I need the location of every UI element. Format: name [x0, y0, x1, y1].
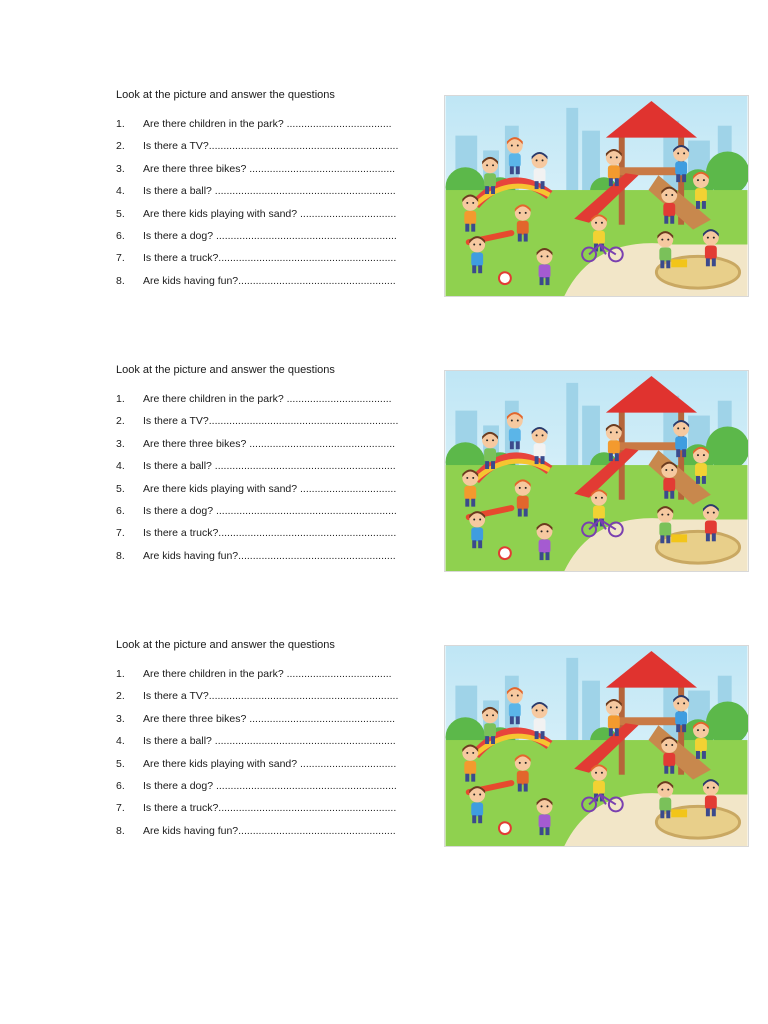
question-text: Is there a ball? .............................................................. — [143, 735, 396, 748]
question-2 — [116, 139, 436, 161]
question-list — [116, 117, 436, 296]
question-6 — [116, 779, 436, 801]
playground-illustration — [444, 95, 749, 297]
question-number: 7. — [116, 527, 125, 540]
question-1 — [116, 117, 436, 139]
question-1 — [116, 392, 436, 414]
question-number: 1. — [116, 668, 125, 680]
question-text: Are kids having fun?...................................................... — [143, 824, 396, 837]
question-text: Are kids having fun?...................................................... — [143, 549, 396, 562]
worksheet-heading: Look at the picture and answer the questions — [116, 89, 335, 101]
question-6 — [116, 229, 436, 251]
question-text: Are there three bikes? .................................................. — [143, 712, 396, 725]
question-7 — [116, 526, 436, 548]
question-list — [116, 392, 436, 571]
question-number: 6. — [116, 229, 125, 242]
question-text: Are there children in the park? .................................... — [143, 118, 392, 130]
soccer-ball — [499, 272, 511, 284]
question-number: 6. — [116, 779, 125, 792]
question-number: 5. — [116, 482, 125, 495]
soccer-ball — [499, 822, 511, 834]
question-number: 8. — [116, 274, 125, 287]
question-8 — [116, 274, 436, 296]
question-6 — [116, 504, 436, 526]
question-number: 2. — [116, 690, 125, 703]
question-text: Is there a dog? .............................................................. — [143, 504, 397, 517]
question-1 — [116, 667, 436, 689]
question-text: Is there a dog? .............................................................. — [143, 779, 397, 792]
question-number: 2. — [116, 415, 125, 428]
question-text: Are there children in the park? .................................... — [143, 668, 392, 680]
question-3 — [116, 712, 436, 734]
question-2 — [116, 414, 436, 436]
question-number: 1. — [116, 393, 125, 405]
playground-scene — [445, 646, 748, 846]
playground-illustration — [444, 645, 749, 847]
question-list — [116, 667, 436, 846]
question-7 — [116, 801, 436, 823]
question-text: Are there three bikes? .................................................. — [143, 162, 396, 175]
question-number: 4. — [116, 460, 125, 473]
question-number: 6. — [116, 504, 125, 517]
question-text: Are there three bikes? .................................................. — [143, 437, 396, 450]
soccer-ball — [499, 547, 511, 559]
question-text: Is there a truck?............................................................. — [143, 802, 397, 815]
playground-scene — [445, 96, 748, 296]
playground-illustration — [444, 370, 749, 572]
question-3 — [116, 162, 436, 184]
question-text: Is there a truck?............................................................. — [143, 527, 397, 540]
question-number: 8. — [116, 549, 125, 562]
worksheet-heading: Look at the picture and answer the questions — [116, 639, 335, 651]
question-text: Is there a TV?................................................................. — [143, 415, 399, 428]
question-5 — [116, 482, 436, 504]
question-number: 5. — [116, 757, 125, 770]
question-number: 4. — [116, 185, 125, 198]
worksheet-1 — [0, 89, 768, 300]
question-number: 4. — [116, 735, 125, 748]
question-8 — [116, 824, 436, 846]
question-7 — [116, 251, 436, 273]
toy-truck — [671, 809, 687, 817]
question-text: Is there a ball? .............................................................. — [143, 460, 396, 473]
worksheet-2 — [0, 364, 768, 575]
question-text: Is there a TV?................................................................. — [143, 690, 399, 703]
question-8 — [116, 549, 436, 571]
question-4 — [116, 734, 436, 756]
question-4 — [116, 184, 436, 206]
question-text: Are there kids playing with sand? ................................. — [143, 207, 397, 220]
question-number: 3. — [116, 162, 125, 175]
question-3 — [116, 437, 436, 459]
question-text: Are kids having fun?...................................................... — [143, 274, 396, 287]
question-number: 1. — [116, 118, 125, 130]
question-text: Are there kids playing with sand? ................................. — [143, 757, 397, 770]
question-number: 8. — [116, 824, 125, 837]
question-text: Is there a dog? .............................................................. — [143, 229, 397, 242]
toy-truck — [671, 534, 687, 542]
question-2 — [116, 689, 436, 711]
question-number: 2. — [116, 140, 125, 153]
question-text: Are there children in the park? .................................... — [143, 393, 392, 405]
question-number: 5. — [116, 207, 125, 220]
question-number: 7. — [116, 252, 125, 265]
toy-truck — [671, 259, 687, 267]
question-5 — [116, 207, 436, 229]
question-4 — [116, 459, 436, 481]
playground-scene — [445, 371, 748, 571]
question-text: Are there kids playing with sand? ................................. — [143, 482, 397, 495]
question-text: Is there a TV?................................................................. — [143, 140, 399, 153]
question-text: Is there a truck?............................................................. — [143, 252, 397, 265]
question-number: 3. — [116, 712, 125, 725]
question-text: Is there a ball? .............................................................. — [143, 185, 396, 198]
question-number: 7. — [116, 802, 125, 815]
worksheet-3 — [0, 639, 768, 850]
question-5 — [116, 757, 436, 779]
question-number: 3. — [116, 437, 125, 450]
worksheet-heading: Look at the picture and answer the questions — [116, 364, 335, 376]
